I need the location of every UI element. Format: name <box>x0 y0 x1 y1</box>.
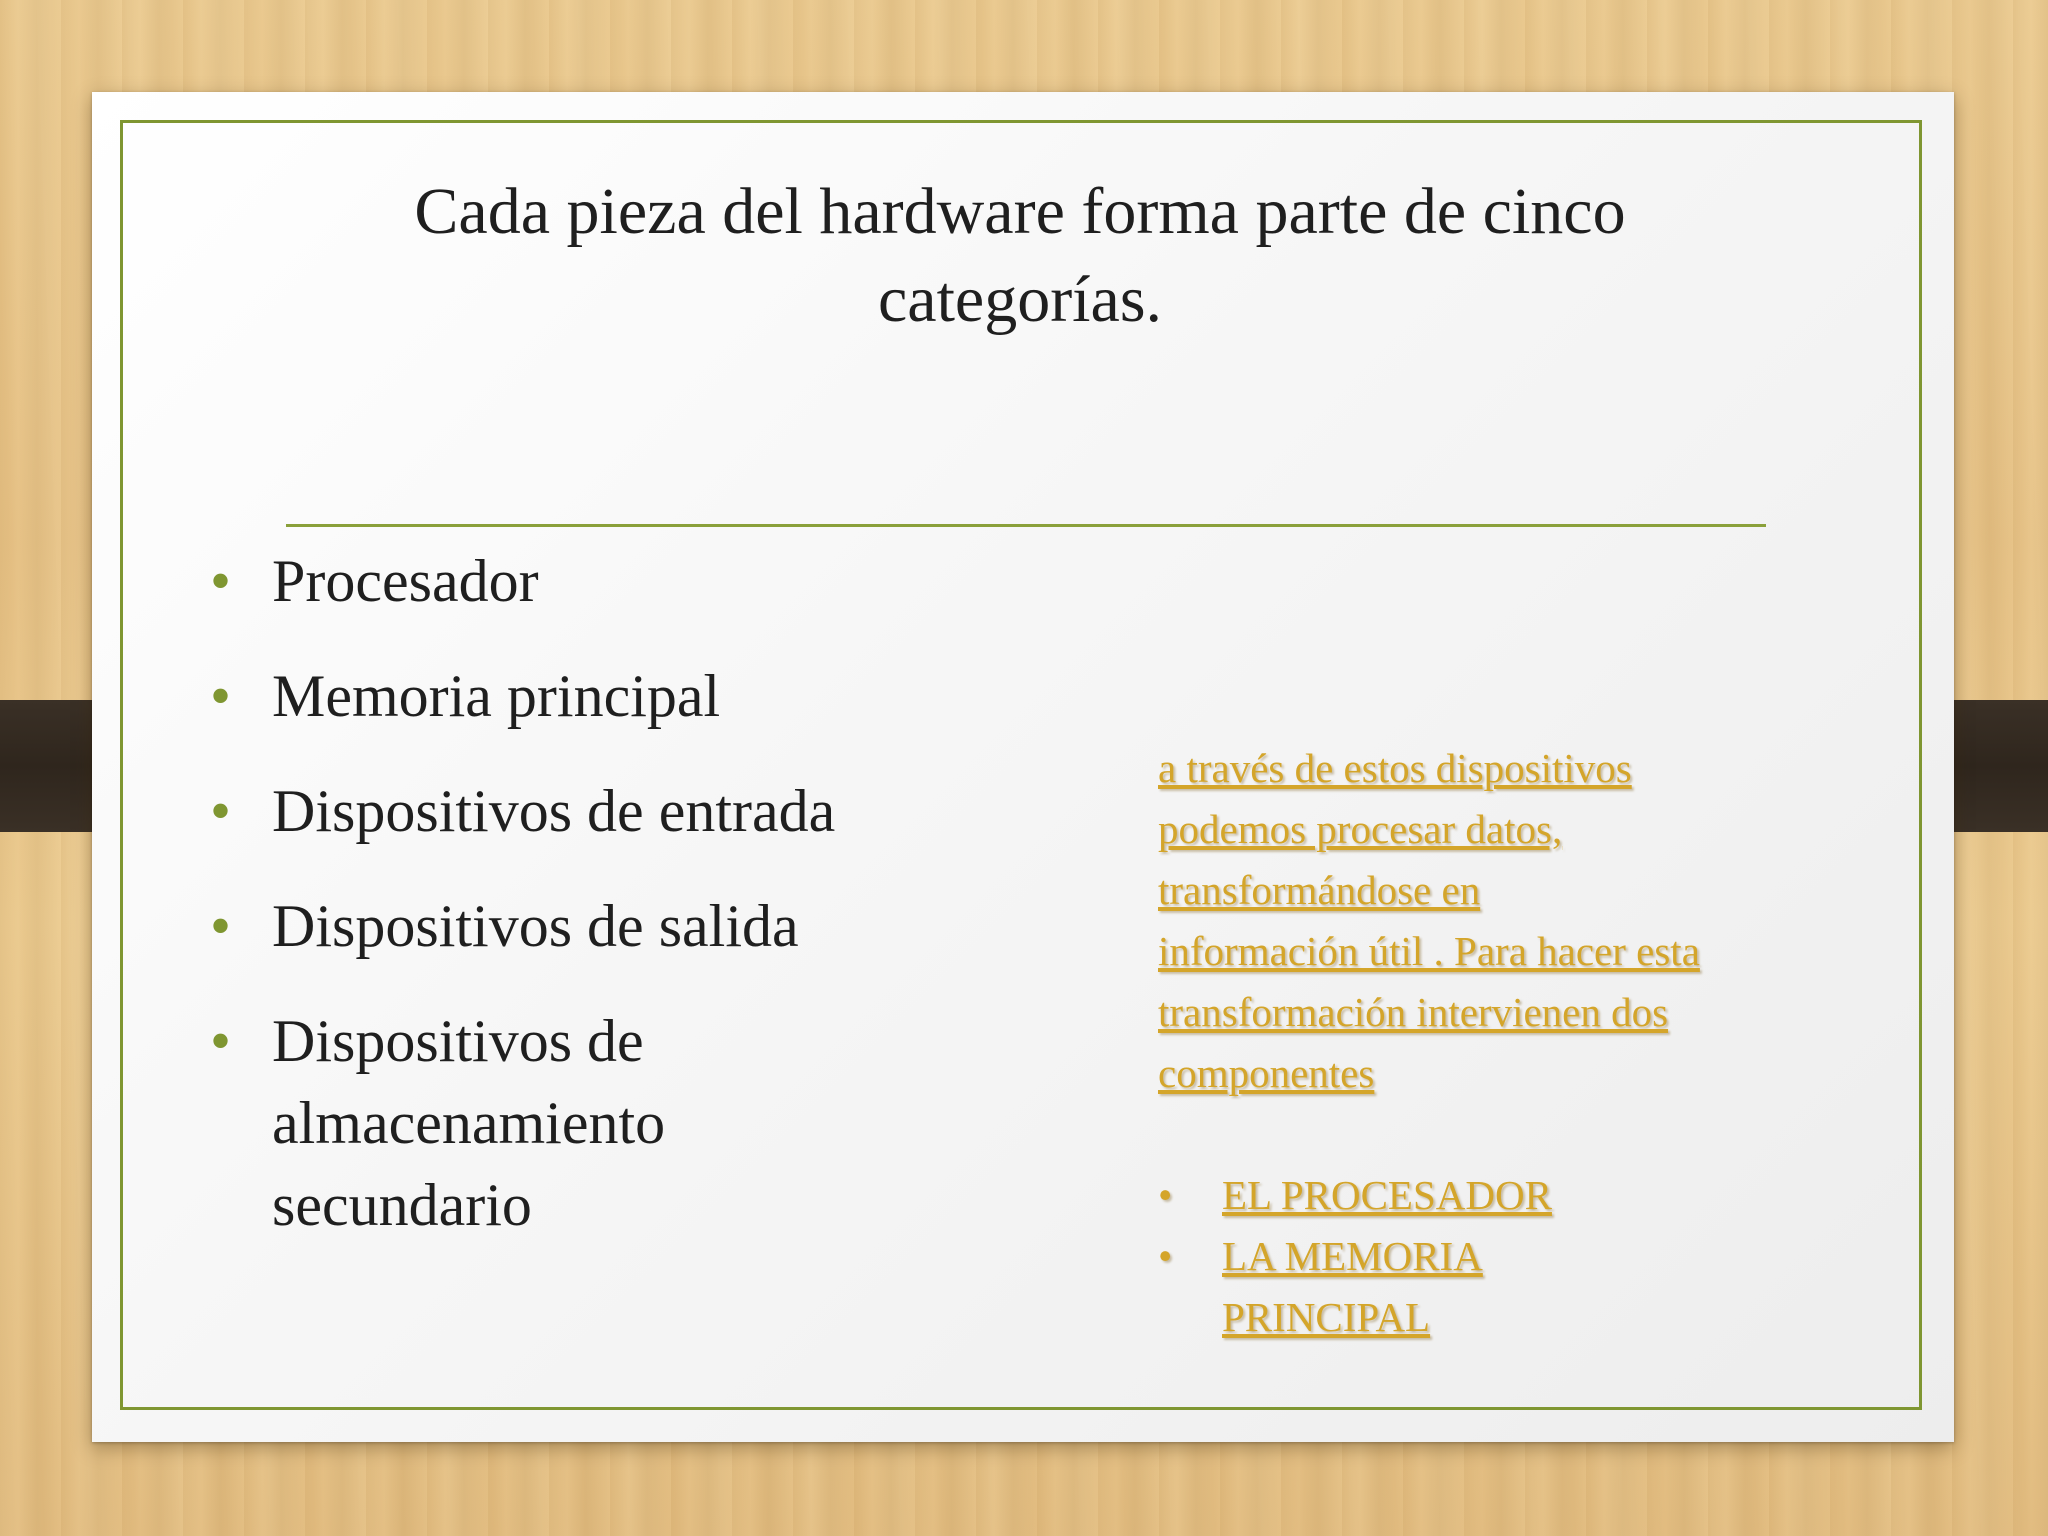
list-item-label-line-1: Dispositivos de <box>272 1008 644 1074</box>
bullet-icon: • <box>210 1008 232 1074</box>
bullet-icon: • <box>1158 1233 1173 1279</box>
bullet-icon: • <box>210 663 232 729</box>
component-link-memoria-line-2[interactable]: PRINCIPAL <box>1222 1294 1431 1340</box>
component-link-procesador[interactable]: EL PROCESADOR <box>1222 1172 1552 1218</box>
title-line-1: Cada pieza del hardware forma parte de cinco <box>414 175 1626 248</box>
components-list <box>1158 1165 1858 1348</box>
list-item-label: Memoria principal <box>272 663 721 729</box>
bullet-icon: • <box>210 548 232 614</box>
list-item-label: Dispositivos de entrada <box>272 778 836 844</box>
title-divider <box>286 524 1766 527</box>
list-item-almacenamiento-secundario <box>210 1000 970 1246</box>
hardware-categories-list <box>210 540 970 1279</box>
component-item-memoria-principal[interactable] <box>1158 1226 1858 1348</box>
paragraph-line: transformación intervienen dos <box>1158 989 1669 1035</box>
paragraph-line: podemos procesar datos, <box>1158 806 1563 852</box>
list-item-memoria-principal <box>210 655 970 737</box>
paragraph-line: componentes <box>1158 1050 1375 1096</box>
slide-title <box>110 168 1930 344</box>
component-item-procesador[interactable] <box>1158 1165 1858 1226</box>
paragraph-line: a través de estos dispositivos <box>1158 745 1632 791</box>
list-item-label: Procesador <box>272 548 539 614</box>
list-item-dispositivos-salida <box>210 885 970 967</box>
list-item-label: Dispositivos de salida <box>272 893 799 959</box>
list-item-dispositivos-entrada <box>210 770 970 852</box>
list-item-label-line-2: almacenamiento <box>272 1090 666 1156</box>
paragraph-line: información útil . Para hacer esta <box>1158 928 1700 974</box>
list-item-procesador <box>210 540 970 622</box>
title-line-2: categorías. <box>877 263 1162 336</box>
bullet-icon: • <box>210 893 232 959</box>
bullet-icon: • <box>210 778 232 844</box>
components-note <box>1158 738 1858 1348</box>
bullet-icon: • <box>1158 1172 1173 1218</box>
list-item-label-line-3: secundario <box>272 1172 532 1238</box>
component-link-memoria-line-1[interactable]: LA MEMORIA <box>1222 1233 1483 1279</box>
paragraph-line: transformándose en <box>1158 867 1481 913</box>
components-paragraph-link[interactable] <box>1158 738 1858 1104</box>
